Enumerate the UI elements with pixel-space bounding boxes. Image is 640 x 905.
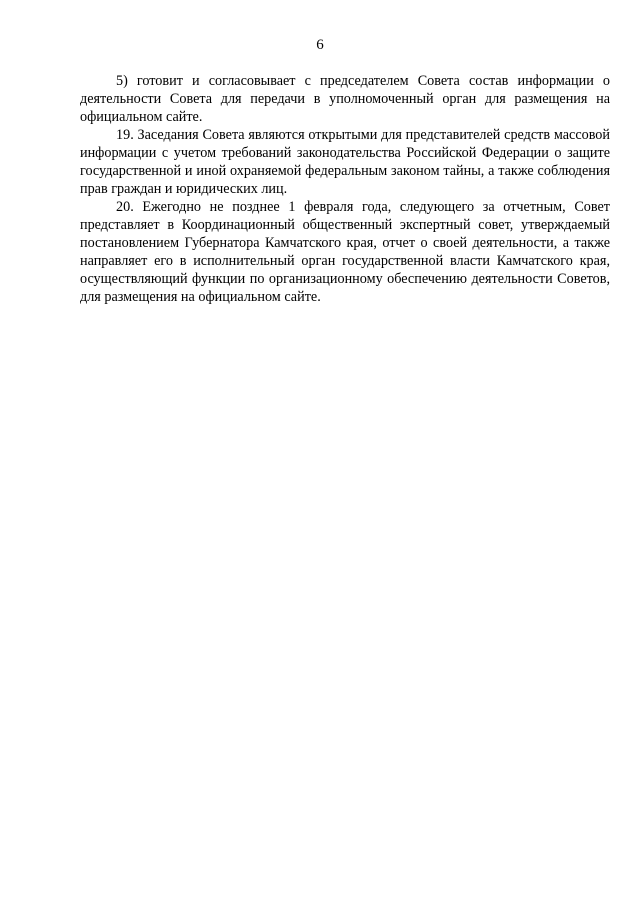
paragraph-clause-19: 19. Заседания Совета являются открытыми для представителей средств массовой информации с учетом требований законодательства Российской Федерации о защите государственной и иной охраняемой федеральным законом тайны, а также соблюдения прав граждан и юридических лиц. bbox=[80, 127, 610, 197]
paragraph-clause-20: 20. Ежегодно не позднее 1 февраля года, следующего за отчетным, Совет представляет в Координационный общественный экспертный совет, утверждаемый постановлением Губернатора Камчатского края, отчет о своей деятельности, а также направляет его в исполнительный орган государственной власти Камчатского края, осуществляющий функции по организационному обеспечению деятельности Советов, для размещения на официальном сайте. bbox=[80, 199, 610, 305]
page-number: 6 bbox=[316, 37, 324, 53]
document-body bbox=[80, 72, 610, 306]
paragraph-item-5: 5) готовит и согласовывает с председателем Совета состав информации о деятельности Совета для передачи в уполномоченный орган для размещения на официальном сайте. bbox=[80, 73, 610, 125]
